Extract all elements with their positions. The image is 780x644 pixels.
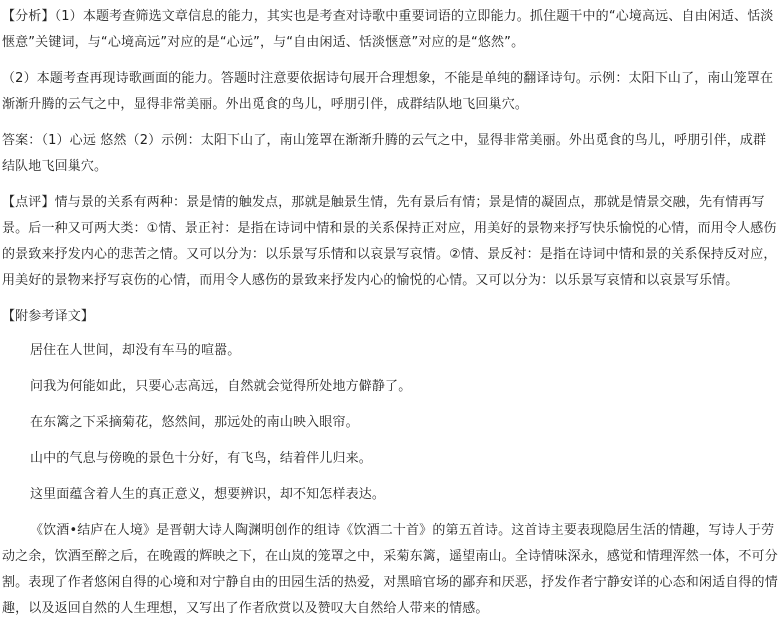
comment-paragraph: 【点评】情与景的关系有两种：景是情的触发点，那就是触景生情，先有景后有情；景是情的凝固点，那就是情景交融，先有情再写景。后一种又可两大类：①情、景正衬：是指在诗词中情和景的关系保持正对应，用美好的景物来抒写快乐愉悦的心情，而用令人感伤的景致来抒发内心的悲苦之情。又可以分为：以乐景写乐情和以哀景写哀情。②情、景反衬：是指在诗词中情和景的关系保持反对应，用美好的景物来抒写哀伤的心情，而用令人感伤的景致来抒发内心的愉悦的心情。又可以分为：以乐景写哀情和以哀景写乐情。 — [2, 195, 777, 288]
translation-line-4: 山中的气息与傍晚的景色十分好，有飞鸟，结着伴儿归来。 — [30, 451, 372, 466]
translation-title: 【附参考译文】 — [2, 309, 95, 324]
document-body — [2, 4, 778, 622]
closing-paragraph: 《饮酒•结庐在人境》是晋朝大诗人陶渊明创作的组诗《饮酒二十首》的第五首诗。这首诗主要表现隐居生活的情趣，写诗人于劳动之余，饮酒至醉之后，在晚霞的辉映之下，在山岚的笼罩之中，采菊东篱，遥望南山。全诗情味深永，感觉和情理浑然一体，不可分割。表现了作者悠闲自得的心境和对宁静自由的田园生活的热爱，对黑暗官场的鄙弃和厌恶，抒发作者宁静安详的心态和闲适自得的情趣，以及返回自然的人生理想，又写出了作者欣赏以及赞叹大自然给人带来的情感。 — [2, 523, 778, 616]
translation-line-1: 居住在人世间，却没有车马的喧嚣。 — [30, 343, 241, 358]
analysis-paragraph-2: （2）本题考查再现诗歌画面的能力。答题时注意要依据诗句展开合理想象，不能是单纯的翻译诗句。示例：太阳下山了，南山笼罩在渐渐升腾的云气之中，显得非常美丽。外出觅食的鸟儿，呼朋引伴，成群结队地飞回巢穴。 — [2, 71, 774, 112]
answer-paragraph: 答案：（1）心远 悠然（2）示例：太阳下山了，南山笼罩在渐渐升腾的云气之中，显得非常美丽。外出觅食的鸟儿，呼朋引伴，成群结队地飞回巢穴。 — [2, 133, 767, 174]
translation-line-3: 在东篱之下采摘菊花，悠然间，那远处的南山映入眼帘。 — [30, 415, 359, 430]
translation-line-2: 问我为何能如此，只要心志高远，自然就会觉得所处地方僻静了。 — [30, 379, 412, 394]
translation-line-5: 这里面蕴含着人生的真正意义，想要辨识，却不知怎样表达。 — [30, 487, 386, 502]
analysis-paragraph-1: 【分析】（1）本题考查筛选文章信息的能力，其实也是考查对诗歌中重要词语的立即能力。抓住题干中的“心境高远、自由闲适、恬淡惬意”关键词，与“心境高远”对应的是“心远”，与“自由闲适、恬淡惬意”对应的是“悠然”。 — [2, 9, 774, 50]
